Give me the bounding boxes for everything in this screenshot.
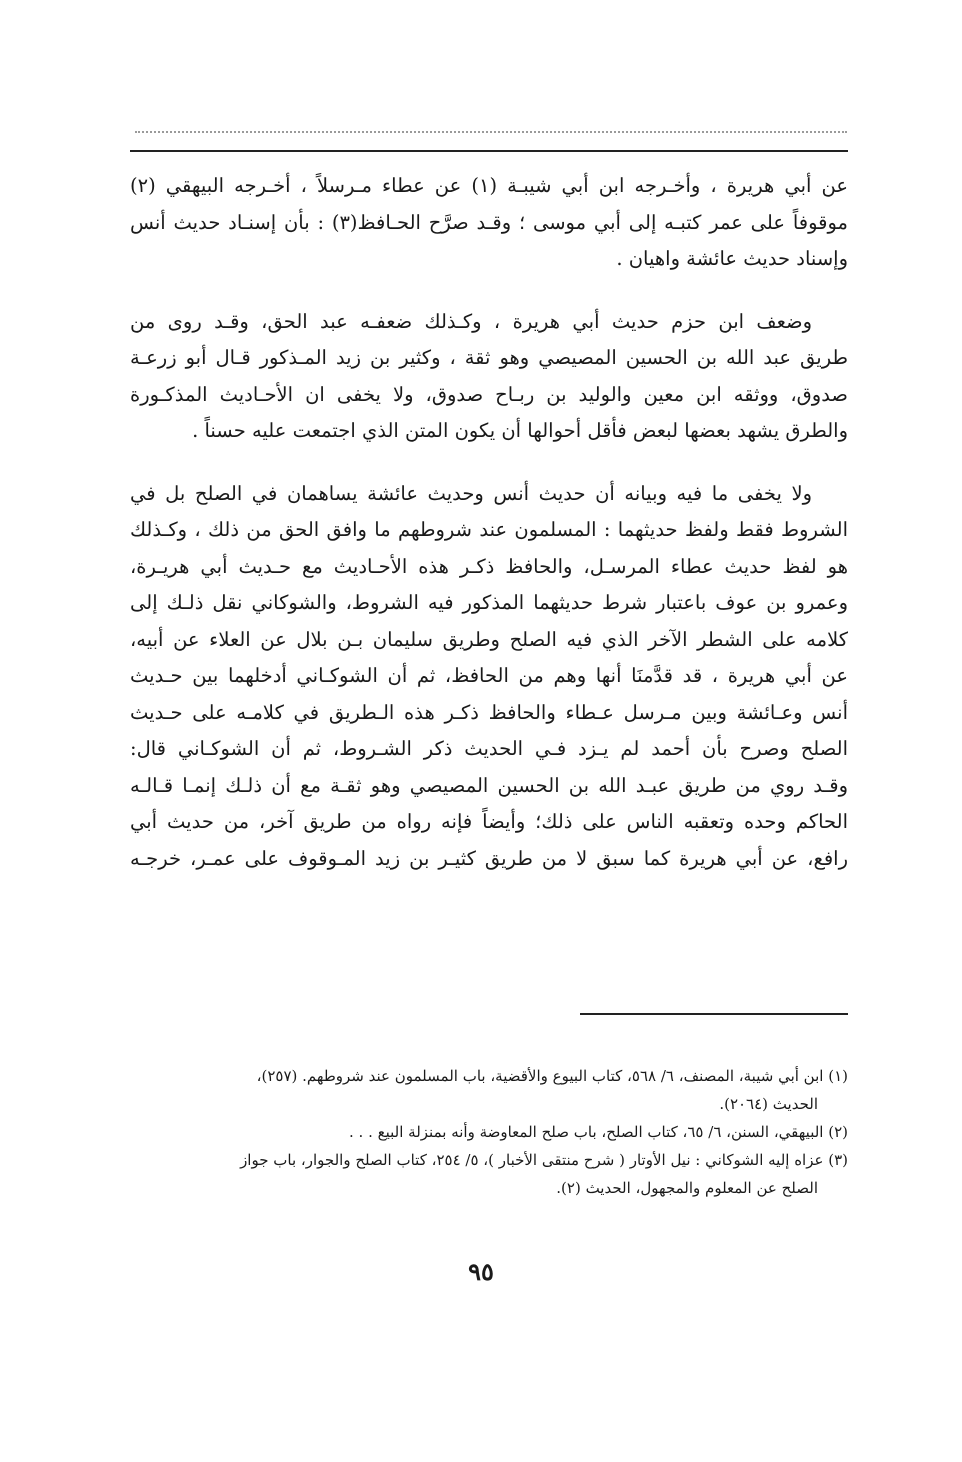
text-line: الشروط فقط ولفظ حديثهما : المسلمون عند شروطهم ما وافق الحق من ذلك ، وكـذلك bbox=[130, 518, 848, 541]
footnote-1 bbox=[130, 1062, 848, 1118]
text-line: وقـد روي من طريق عبـد الله بن الحسين المصيصي وهو ثقـة مع أن ذلـك إنمـا قـالـه bbox=[130, 773, 848, 797]
text-line: الحاكم وحده وتعقبه الناس على ذلك؛ وأيضاً فإنه رواه من طريق آخر، من حديث أبي bbox=[130, 810, 848, 833]
paragraph-1 bbox=[130, 168, 848, 278]
text-line: الصلح وصرح بأن أحمد لم يـزد فـي الحديث ذكر الشـروط، ثم أن الشوكـاني قال: bbox=[130, 737, 848, 760]
text-line: والطرق يشهد بعضها لبعض فأقل أحوالها أن يكون المتن الذي اجتمعت عليه حسناً . bbox=[192, 419, 848, 442]
header-dotted-rule bbox=[135, 131, 847, 133]
text-line: عن أبي هريرة ، وأخـرجه ابن أبي شيبـة (١) عن عطاء مـرسلاً ، أخـرجه البيهقي (٢) bbox=[130, 174, 848, 197]
footnote-text: (٣) عزاه إليه الشوكاني : نيل الأوتار ( شرح منتقى الأخبار )، ٥/ ٢٥٤، كتاب الصلح والجوار، باب جواز bbox=[240, 1151, 848, 1169]
footnote-continuation: الحديث (٢٠٦٤). bbox=[719, 1095, 818, 1113]
text-line: موقوفاً على عمر كتبـه إلى أبي موسى ؛ وقـد صرَّح الحـافظ(٣) : بأن إسنـاد حديث أنس bbox=[130, 210, 848, 234]
page-number: ٩٥ bbox=[468, 1257, 494, 1286]
footnote-separator bbox=[580, 1013, 848, 1015]
paragraph-2 bbox=[130, 304, 848, 450]
header-solid-rule bbox=[130, 150, 848, 152]
text-line: صدوق، ووثقه ابن معين والوليد بن ربـاح صدوق، ولا يخفى ان الأحـاديث المذكـورة bbox=[130, 382, 848, 406]
text-line: وعمرو بن عوف باعتبار شرط حديثهما المذكور فيه الشروط، والشوكاني نقل ذلـك إلى bbox=[130, 591, 848, 614]
footnotes bbox=[130, 1062, 848, 1202]
footnote-text: (١) ابن أبي شيبة، المصنف، ٦/ ٥٦٨، كتاب البيوع والأقضية، باب المسلمون عند شروطهم. (٢٥٧)، bbox=[256, 1067, 848, 1085]
text-line: أنس وعـائشة وبين مـرسل عـطاء والحافظ ذكـر هذه الـطريق في كلامـه على حـديث bbox=[130, 700, 848, 724]
text-line: وضعف ابن حزم حديث أبي هريرة ، وكـذلك ضعفـه عبد الحق، وقـد روى من bbox=[130, 309, 812, 333]
text-line: وإسناد حديث عائشة واهيان . bbox=[616, 247, 848, 270]
text-line: هو لفظ حديث عطاء المرسـل، والحافظ ذكـر هذه الأحـاديث مع حـديث أبي هريـرة، bbox=[130, 554, 848, 578]
text-line: عن أبي هريرة ، قد قدَّمنَا أنها وهم من الحافظ، ثم أن الشوكـاني أدخلهما بين حـديث bbox=[130, 664, 848, 687]
text-line: كلامه على الشطر الآخر الذي فيه الصلح وطريق سليمان بـن بلال عن العلاء عن أبيه، bbox=[130, 627, 848, 651]
footnote-continuation: الصلح عن المعلوم والمجهول، الحديث (٢). bbox=[556, 1179, 818, 1197]
text-line: ولا يخفى ما فيه وبيانه أن حديث أنس وحديث عائشة يساهمان في الصلح بل في bbox=[130, 481, 812, 505]
footnote-2 bbox=[130, 1118, 848, 1146]
footnote-text: (٢) البيهقي، السنن، ٦/ ٦٥، كتاب الصلح، باب صلح المعاوضة وأنه بمنزلة البيع . . . bbox=[349, 1123, 848, 1141]
text-line: رافع، عن أبي هريرة كما سبق لا من طريق كثيـر بن زيد المـوقوف على عمـر، خرجـه bbox=[130, 846, 848, 870]
footnote-3 bbox=[130, 1146, 848, 1202]
paragraph-3 bbox=[130, 476, 848, 878]
main-text bbox=[130, 168, 848, 877]
text-line: طريق عبد الله بن الحسين المصيصي وهو ثقة ، وكثير بن زيد المـذكور قـال أبو زرعـة bbox=[130, 346, 848, 369]
